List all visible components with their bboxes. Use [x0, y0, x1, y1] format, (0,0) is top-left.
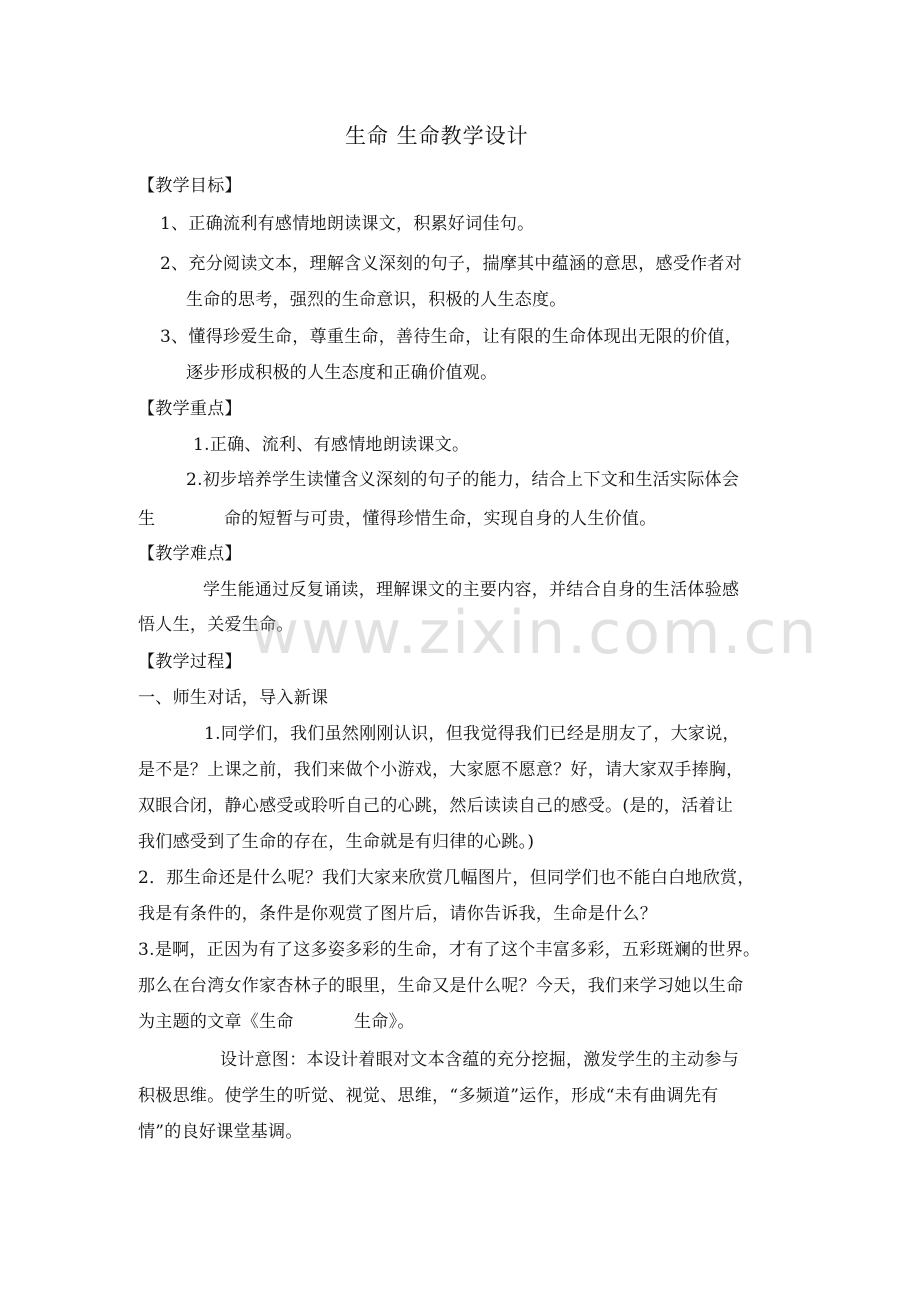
process-line: 3.是啊，正因为有了这多姿多彩的生命，才有了这个丰富多彩，五彩斑斓的世界。 — [138, 940, 761, 960]
process-line: 生命》。 — [354, 1012, 415, 1032]
process-line: 一、师生对话，导入新课 — [138, 688, 329, 708]
process-line: 1.同学们，我们虽然刚刚认识，但我觉得我们已经是朋友了，大家说， — [204, 724, 740, 744]
process-line: 我是有条件的，条件是你观赏了图片后，请你告诉我，生命是什么？ — [138, 904, 657, 924]
process-heading: 【教学过程】 — [138, 652, 242, 672]
process-line: 2．那生命还是什么呢？我们大家来欣赏几幅图片，但同学们也不能白白地欣赏， — [138, 868, 755, 888]
key-line: 命的短暂与可贵，懂得珍惜生命，实现自身的人生价值。 — [224, 509, 657, 529]
process-line: 那么在台湾女作家杏林子的眼里，生命又是什么呢？今天，我们来学习她以生命 — [138, 976, 744, 996]
process-line: 设计意图：本设计着眼对文本含蕴的充分挖掘，激发学生的主动参与 — [220, 1050, 739, 1070]
goal-line: 3、懂得珍爱生命，尊重生命，善待生命，让有限的生命体现出无限的价值， — [160, 327, 743, 347]
key-line: 2.初步培养学生读懂含义深刻的句子的能力，结合上下文和生活实际体会 — [186, 470, 740, 490]
process-line: 是不是？上课之前，我们来做个小游戏，大家愿不愿意？好，请大家双手捧胸， — [138, 760, 744, 780]
process-line: 积极思维。使学生的听觉、视觉、思维，“多频道”运作，形成“未有曲调先有 — [138, 1086, 719, 1106]
key-line: 1.正确、流利、有感情地朗读课文。 — [193, 435, 470, 455]
goal-line: 2、充分阅读文本，理解含义深刻的句子，揣摩其中蕴涵的意思，感受作者对 — [160, 254, 743, 274]
difficulty-line: 悟人生，关爱生命。 — [138, 615, 294, 635]
process-line: 双眼合闭，静心感受或聆听自己的心跳，然后读读自己的感受。(是的，活着让 — [138, 796, 734, 816]
goal-line: 生命的思考，强烈的生命意识，积极的人生态度。 — [186, 290, 567, 310]
watermark: www.zixin.com.cn — [250, 598, 819, 668]
key-heading: 【教学重点】 — [138, 399, 242, 419]
page-title: 生命 生命教学设计 — [345, 124, 529, 148]
goal-line: 逐步形成积极的人生态度和正确价值观。 — [186, 363, 498, 383]
difficulty-heading: 【教学难点】 — [138, 544, 242, 564]
difficulty-line: 学生能通过反复诵读，理解课文的主要内容，并结合自身的生活体验感 — [203, 580, 740, 600]
goal-line: 1、正确流利有感情地朗读课文，积累好词佳句。 — [160, 214, 535, 234]
process-line: 情”的良好课堂基调。 — [138, 1122, 303, 1142]
key-line: 生 — [138, 509, 156, 529]
goals-heading: 【教学目标】 — [138, 176, 242, 196]
process-line: 为主题的文章《生命 — [138, 1012, 294, 1032]
process-line: 我们感受到了生命的存在，生命就是有归律的心跳。) — [138, 832, 535, 852]
